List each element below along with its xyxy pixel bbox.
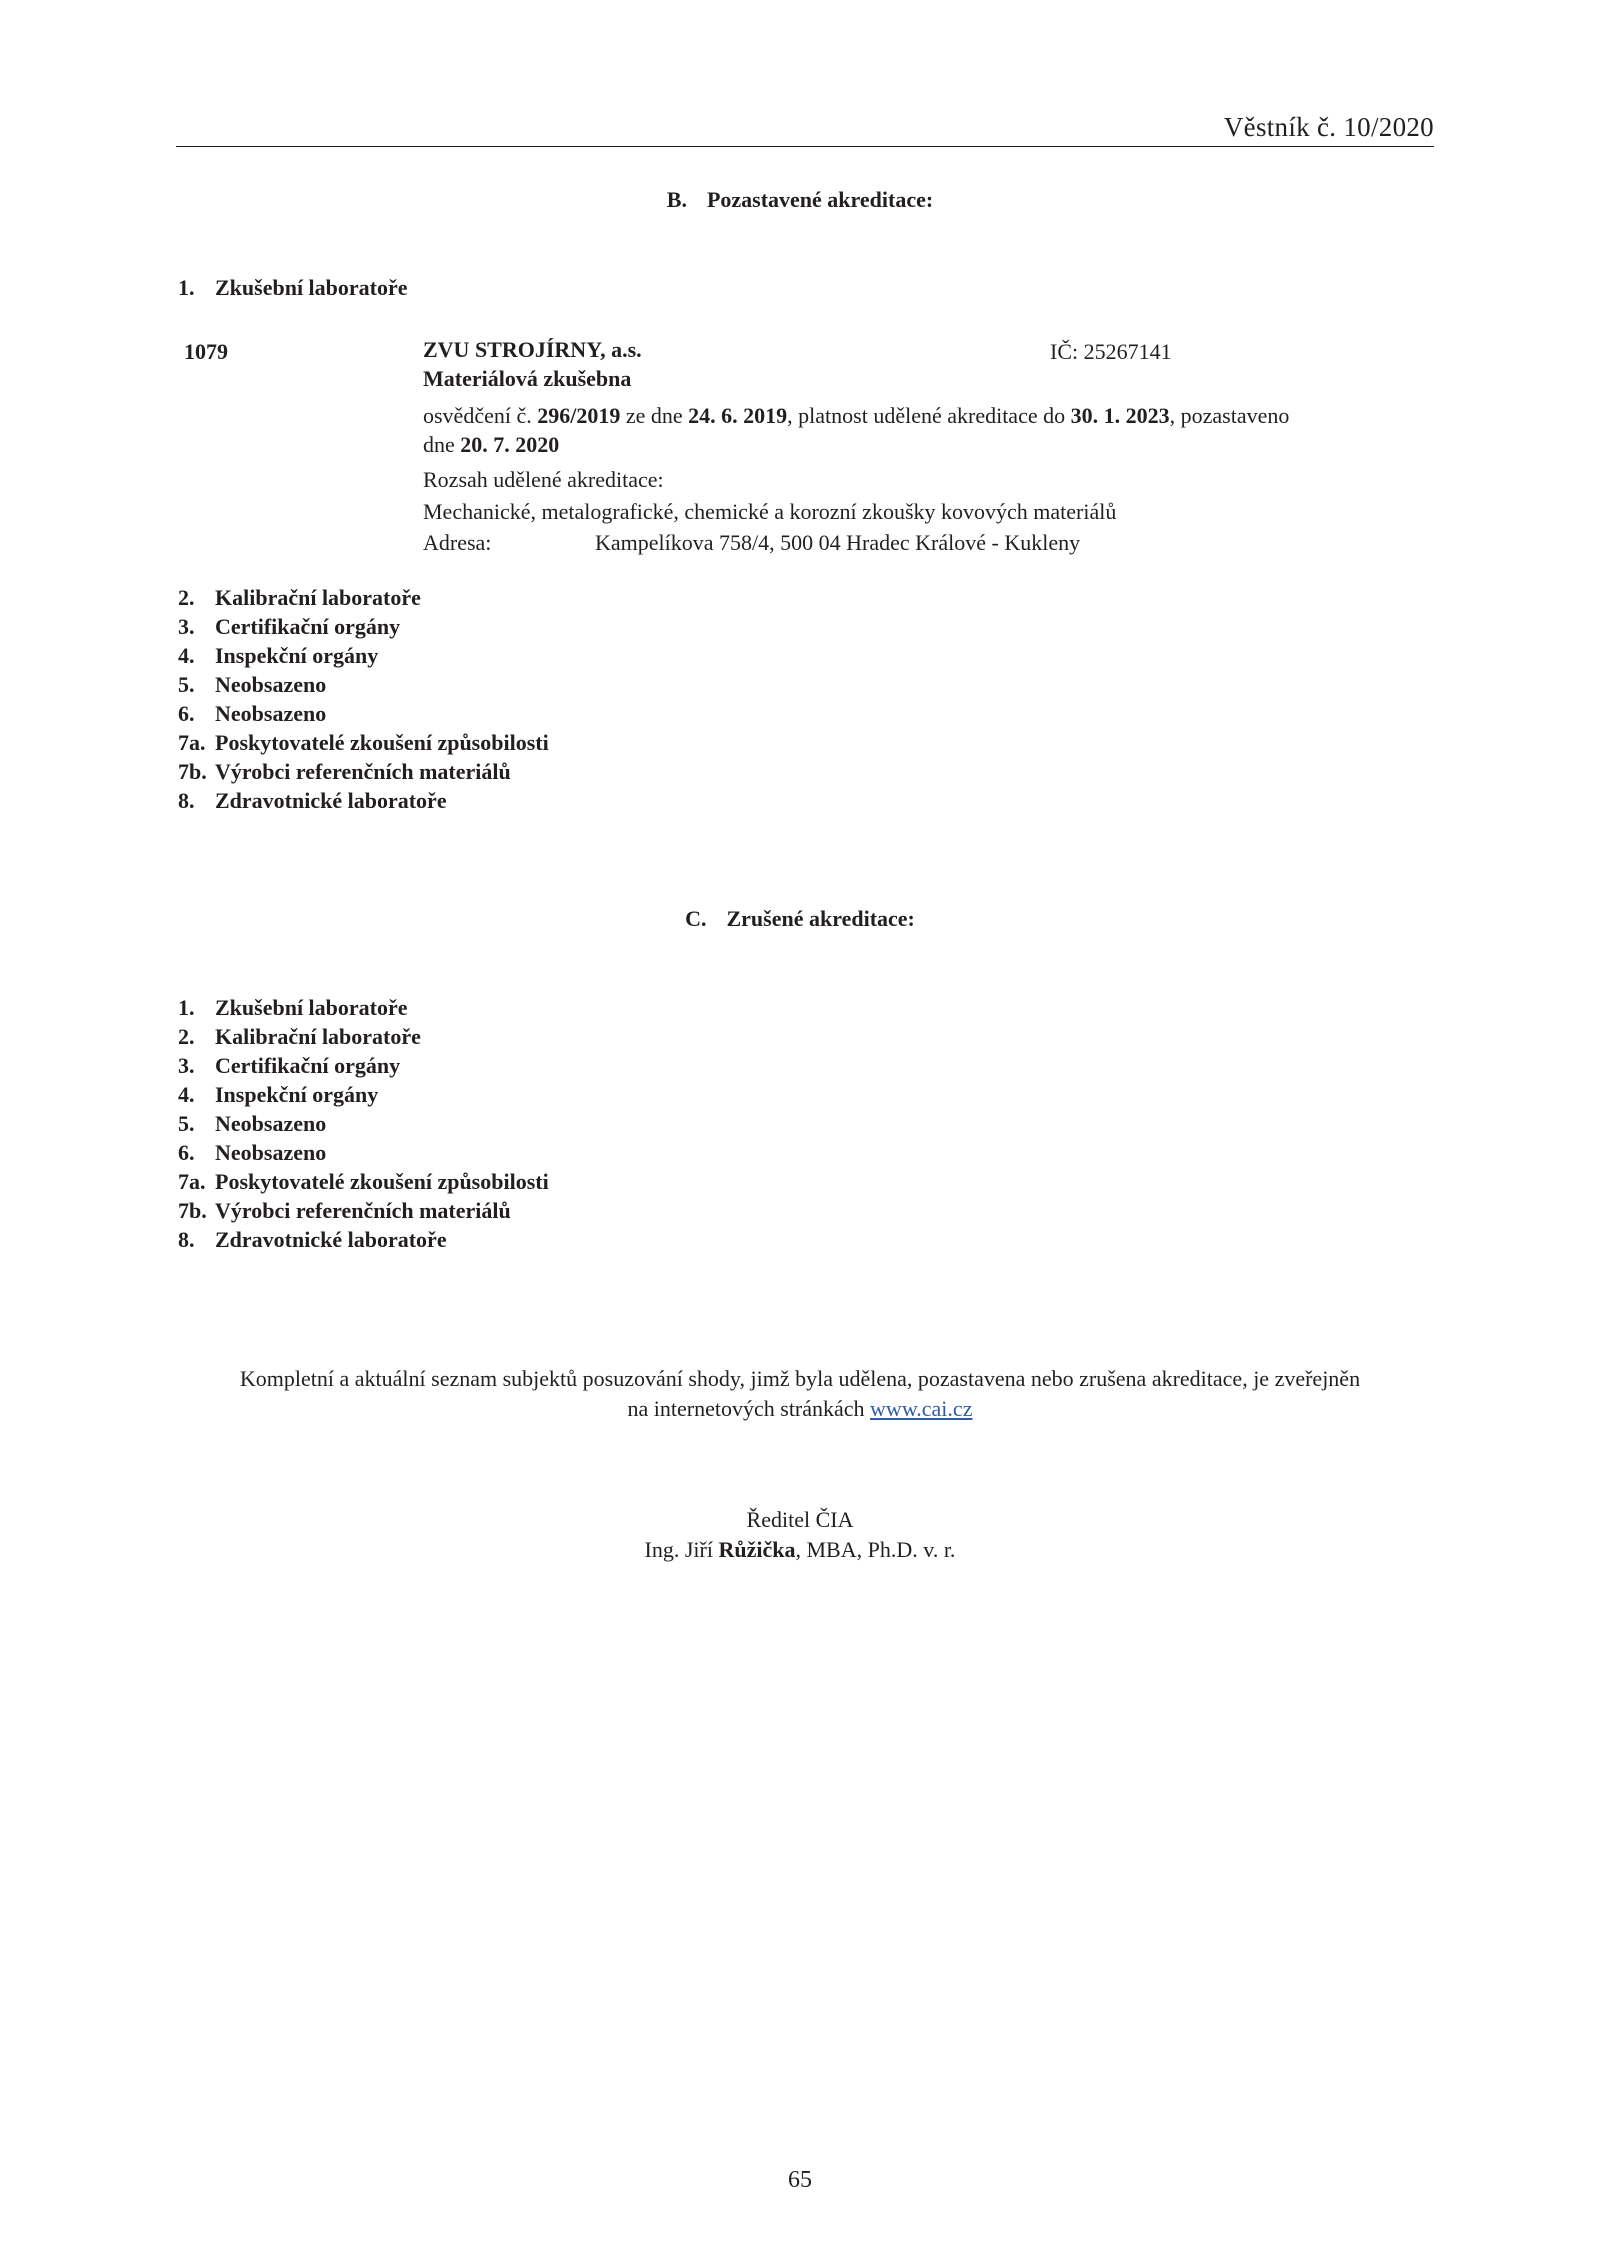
name-suffix: , MBA, Ph.D. v. r.: [795, 1537, 956, 1562]
item-number: 4.: [178, 1082, 195, 1107]
item-label: Výrobci referenčních materiálů: [215, 1198, 511, 1223]
name-prefix: Ing. Jiří: [644, 1537, 719, 1562]
note-line-1: Kompletní a aktuální seznam subjektů posuzování shody, jimž byla udělena, pozastavena nebo zrušena akreditace, je zveřejněn: [239, 1366, 1361, 1391]
address-label: Adresa:: [423, 530, 492, 555]
item-number: 7a.: [178, 730, 206, 755]
item-label: Neobsazeno: [215, 701, 327, 726]
section-c-item-7a: [178, 1169, 549, 1195]
section-c-item-1: [178, 995, 408, 1021]
suspended-date: 20. 7. 2020: [460, 432, 560, 457]
note-text: na internetových stránkách: [627, 1396, 871, 1421]
valid-to-date: 30. 1. 2023: [1070, 403, 1170, 428]
closing-note: [0, 1364, 1600, 1424]
item-label: Certifikační orgány: [215, 614, 401, 639]
section-b-item-4: [178, 643, 378, 669]
item-number: 2.: [178, 1024, 195, 1049]
entry-scope-label: Rozsah udělené akreditace:: [423, 467, 664, 492]
section-c-title: Zrušené akreditace:: [726, 906, 915, 931]
section-c-item-5: [178, 1111, 326, 1137]
entry-unit: Materiálová zkušebna: [423, 366, 632, 391]
section-b-item-2: [178, 585, 421, 611]
item-label: Kalibrační laboratoře: [215, 585, 421, 610]
signature-block: [0, 1505, 1600, 1565]
surname: Růžička: [718, 1537, 796, 1562]
signature-name: [0, 1535, 1600, 1565]
item-label: Zkušební laboratoře: [215, 995, 408, 1020]
item-number: 2.: [178, 585, 195, 610]
section-b-item-3: [178, 614, 400, 640]
cert-number: 296/2019: [537, 403, 621, 428]
item-label: Poskytovatelé zkoušení způsobilosti: [215, 730, 549, 755]
entry-scope: Mechanické, metalografické, chemické a korozní zkoušky kovových materiálů: [423, 499, 1117, 524]
item-label: Zdravotnické laboratoře: [215, 1227, 447, 1252]
cert-date: 24. 6. 2019: [688, 403, 788, 428]
section-b-item-7b: [178, 759, 511, 785]
section-c-item-2: [178, 1024, 421, 1050]
entry-ic: IČ: 25267141: [1050, 339, 1172, 364]
item-label: Zdravotnické laboratoře: [215, 788, 447, 813]
item-number: 8.: [178, 788, 195, 813]
item-number: 8.: [178, 1227, 195, 1252]
item-number: 7b.: [178, 1198, 207, 1223]
section-b-item-7a: [178, 730, 549, 756]
page-header: [176, 112, 1434, 147]
item-label: Neobsazeno: [215, 1140, 327, 1165]
item-label: Inspekční orgány: [215, 643, 379, 668]
item-number: 7b.: [178, 759, 207, 784]
cert-text: , platnost udělené akreditace do: [787, 403, 1071, 428]
section-c-letter: C.: [685, 906, 707, 931]
section-b-item-1: [178, 275, 408, 301]
section-c-item-4: [178, 1082, 378, 1108]
section-c-item-3: [178, 1053, 400, 1079]
suspended-prefix: dne: [423, 432, 461, 457]
item-number: 1.: [178, 275, 195, 300]
cert-prefix: osvědčení č.: [423, 403, 538, 428]
item-number: 3.: [178, 1053, 195, 1078]
journal-title: Věstník č. 10/2020: [1223, 112, 1434, 142]
entry-company: ZVU STROJÍRNY, a.s.: [423, 337, 642, 362]
item-label: Neobsazeno: [215, 1111, 327, 1136]
item-label: Výrobci referenčních materiálů: [215, 759, 511, 784]
item-label: Certifikační orgány: [215, 1053, 401, 1078]
section-b-item-5: [178, 672, 326, 698]
entry-address: [423, 528, 1080, 557]
item-number: 1.: [178, 995, 195, 1020]
item-label: Kalibrační laboratoře: [215, 1024, 421, 1049]
item-label: Neobsazeno: [215, 672, 327, 697]
item-label: Zkušební laboratoře: [215, 275, 408, 300]
item-number: 6.: [178, 1140, 195, 1165]
address-value: Kampelíkova 758/4, 500 04 Hradec Králové - Kukleny: [595, 530, 1081, 555]
section-c-heading: [0, 906, 1600, 932]
item-number: 6.: [178, 701, 195, 726]
item-label: Poskytovatelé zkoušení způsobilosti: [215, 1169, 549, 1194]
section-b-letter: B.: [666, 187, 687, 212]
section-c-item-8: [178, 1227, 447, 1253]
section-b-item-8: [178, 788, 447, 814]
item-label: Inspekční orgány: [215, 1082, 379, 1107]
item-number: 4.: [178, 643, 195, 668]
item-number: 7a.: [178, 1169, 206, 1194]
item-number: 5.: [178, 672, 195, 697]
section-c-item-6: [178, 1140, 326, 1166]
website-link[interactable]: www.cai.cz: [870, 1396, 973, 1421]
section-b-title: Pozastavené akreditace:: [706, 187, 934, 212]
entry-suspended: [423, 430, 559, 459]
item-number: 5.: [178, 1111, 195, 1136]
page-number: 65: [788, 2167, 812, 2193]
section-b-item-6: [178, 701, 326, 727]
item-number: 3.: [178, 614, 195, 639]
entry-code: 1079: [184, 339, 228, 364]
cert-text: , pozastaveno: [1169, 403, 1290, 428]
section-b-heading: [0, 187, 1600, 213]
cert-text: ze dne: [620, 403, 689, 428]
signature-role: Ředitel ČIA: [746, 1507, 854, 1532]
section-c-item-7b: [178, 1198, 511, 1224]
entry-certificate: [423, 401, 1289, 430]
note-line-2: [0, 1394, 1600, 1424]
